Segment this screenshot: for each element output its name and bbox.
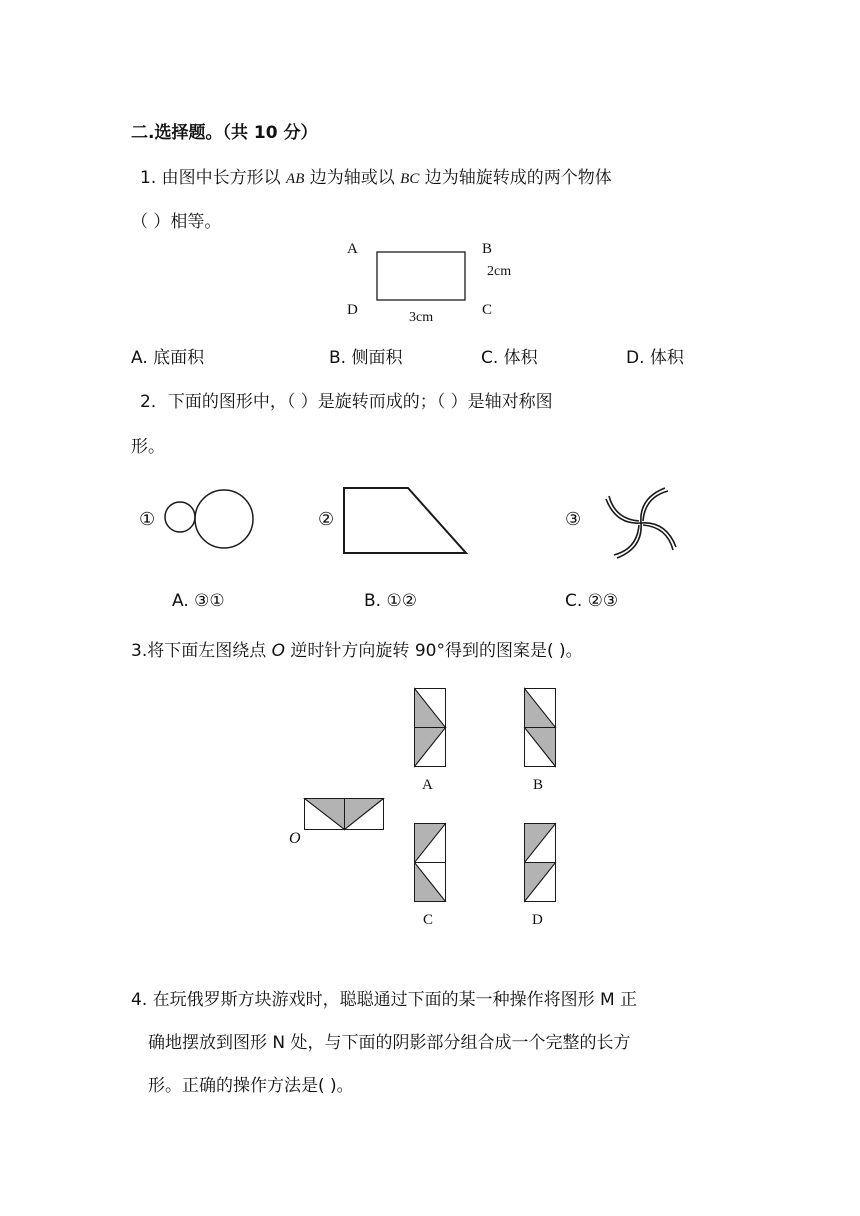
q1-rectangle-figure xyxy=(340,238,530,328)
section-title: 二.选择题。（共 10 分） xyxy=(131,123,318,143)
question-1-line-2: （ ）相等。 xyxy=(131,212,222,232)
q2-figure-label-3: ③ xyxy=(565,509,582,529)
pinwheel-blade-4 xyxy=(606,496,641,523)
q1-option-d[interactable]: D. 体积 xyxy=(626,348,684,368)
question-1-line-1 xyxy=(140,163,612,188)
q3-option-d-label[interactable]: D xyxy=(532,912,543,928)
q3-option-c-figure[interactable] xyxy=(414,823,447,903)
q3-option-d-figure[interactable] xyxy=(524,823,557,903)
q1-rectangle xyxy=(377,252,465,300)
q2-figure-trapezoid xyxy=(338,483,478,563)
q3-option-c-label[interactable]: C xyxy=(423,912,434,928)
question-4-line-1: 4. 在玩俄罗斯方块游戏时，聪聪通过下面的某一种操作将图形 M 正 xyxy=(131,990,638,1010)
q2-figure-label-2: ② xyxy=(318,509,335,529)
q1-text-3: 边为轴旋转成的两个物体 xyxy=(419,168,612,188)
q1-var-bc: BC xyxy=(400,171,420,187)
pinwheel-blade-2 xyxy=(641,523,676,550)
q1-text-1: 1. 由图中长方形以 xyxy=(140,168,287,188)
q3-option-b-label[interactable]: B xyxy=(533,777,544,793)
q1-side-dc-length: 3cm xyxy=(409,310,434,325)
q3-option-b-figure[interactable] xyxy=(524,688,557,768)
q1-option-c[interactable]: C. 体积 xyxy=(481,348,538,368)
q3-option-a-label[interactable]: A xyxy=(422,777,433,793)
q3-var-o: O xyxy=(271,641,286,661)
q1-option-b[interactable]: B. 侧面积 xyxy=(329,348,403,368)
q1-text-2: 边为轴或以 xyxy=(304,168,401,188)
q3-text-1: 3.将下面左图绕点 xyxy=(131,641,272,661)
q2-option-a[interactable]: A. ③① xyxy=(172,591,225,611)
q3-text-2: 逆时针方向旋转 90°得到的图案是( )。 xyxy=(285,641,583,661)
question-2-line-1: 2．下面的图形中，（ ）是旋转而成的；（ ）是轴对称图 xyxy=(140,392,553,412)
q1-label-c: C xyxy=(482,302,493,318)
q2-small-circle xyxy=(165,502,195,532)
pinwheel-blade-3 xyxy=(614,523,641,558)
q3-point-o: O xyxy=(289,830,301,847)
q2-large-circle xyxy=(195,490,253,548)
q1-label-d: D xyxy=(347,302,358,318)
q2-trapezoid xyxy=(344,488,466,553)
q1-label-a: A xyxy=(347,241,358,257)
pinwheel-blade-1 xyxy=(641,488,668,523)
q3-option-a-figure[interactable] xyxy=(414,688,447,768)
question-2-line-2: 形。 xyxy=(131,437,165,457)
q2-option-c[interactable]: C. ②③ xyxy=(565,591,619,611)
q1-option-a[interactable]: A. 底面积 xyxy=(131,348,205,368)
question-4-line-2: 确地摆放到图形 N 处，与下面的阴影部分组合成一个完整的长方 xyxy=(148,1033,631,1053)
q2-figure-pinwheel xyxy=(596,478,686,568)
q1-label-b: B xyxy=(482,241,493,257)
question-3-line-1 xyxy=(131,636,583,661)
q2-figure-label-1: ① xyxy=(139,509,156,529)
q2-figure-circles xyxy=(160,485,260,555)
q2-option-b[interactable]: B. ①② xyxy=(364,591,417,611)
q1-side-bc-length: 2cm xyxy=(487,264,512,279)
q3-original-figure xyxy=(304,798,386,832)
question-4-line-3: 形。正确的操作方法是( )。 xyxy=(148,1076,354,1096)
q1-var-ab: AB xyxy=(286,171,305,187)
